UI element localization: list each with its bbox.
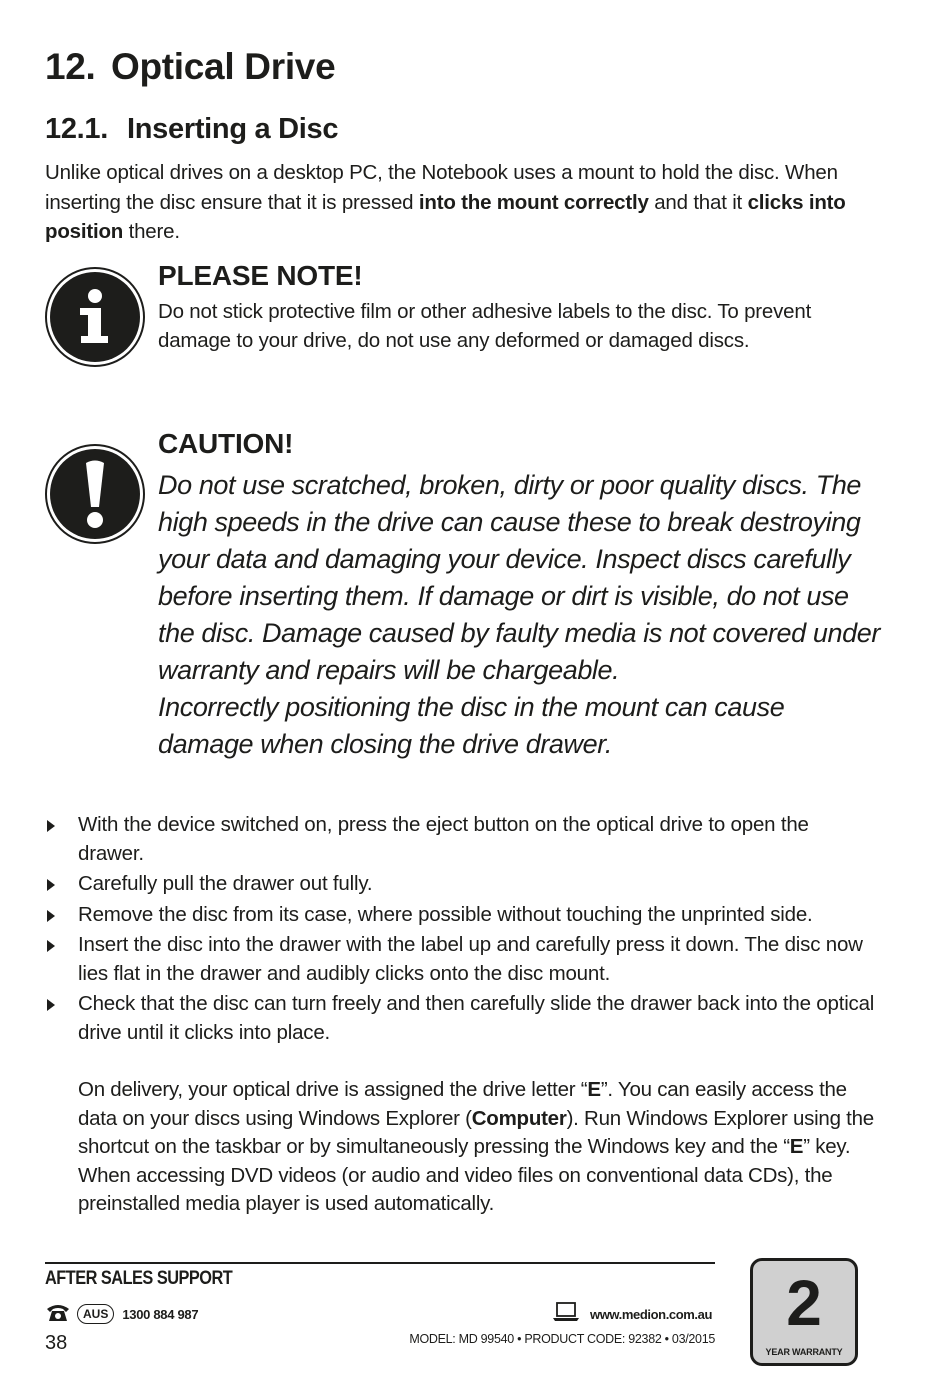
list-item: Remove the disc from its case, where possible without touching the unprinted side. — [45, 901, 875, 930]
bullet-arrow-icon — [47, 999, 55, 1011]
telephone-icon — [45, 1302, 71, 1327]
warranty-badge — [750, 1258, 858, 1366]
emphasis: E — [587, 1078, 601, 1101]
warranty-label: YEAR WARRANTY — [765, 1347, 843, 1357]
phone-number: 1300 884 987 — [122, 1306, 199, 1322]
bullet-arrow-icon — [47, 879, 55, 891]
emphasis: Computer — [471, 1106, 567, 1130]
note-text: Do not stick protective film or other adhesive labels to the disc. To prevent damage to your drive, do not use any deformed or damaged discs. — [158, 300, 812, 352]
support-title: AFTER SALES SUPPORT — [45, 1268, 233, 1289]
exclamation-icon — [44, 443, 146, 545]
caution-paragraph: Incorrectly positioning the disc in the mount can cause damage when closing the drive drawer. — [158, 692, 785, 759]
support-website — [552, 1301, 715, 1327]
intro-paragraph: Unlike optical drives on a desktop PC, the Notebook uses a mount to hold the disc. When inserting the disc ensure that it is pressed into the mount correctly and that it clicks into position there. — [45, 161, 846, 243]
section-heading — [45, 46, 335, 88]
website-link[interactable]: www.medion.com.au — [590, 1306, 713, 1322]
laptop-icon — [552, 1301, 580, 1328]
section-title: Optical Drive — [111, 46, 336, 87]
list-item: Check that the disc can turn freely and then carefully slide the drawer back into the optical drive until it clicks into place. — [45, 990, 875, 1047]
instruction-list — [45, 811, 875, 1049]
model-info: MODEL: MD 99540 • PRODUCT CODE: 92382 • 03/2015 — [409, 1332, 715, 1346]
list-item: Insert the disc into the drawer with the label up and carefully press it down. The disc now lies flat in the drawer and audibly clicks onto the disc mount. — [45, 931, 875, 988]
emphasis: E — [789, 1135, 804, 1158]
bullet-arrow-icon — [47, 910, 55, 922]
caution-title: CAUTION! — [158, 428, 294, 459]
bullet-arrow-icon — [47, 940, 55, 952]
page-number: 38 — [45, 1332, 68, 1354]
bullet-arrow-icon — [47, 820, 55, 832]
country-badge: AUS — [77, 1304, 114, 1324]
list-item: With the device switched on, press the eject button on the optical drive to open the drawer. — [45, 811, 875, 868]
caution-text — [158, 467, 883, 763]
emphasis: clicks into position — [45, 190, 846, 243]
warranty-years: 2 — [786, 1267, 822, 1339]
subsection-number: 12.1. — [45, 113, 108, 145]
subsection-title: Inserting a Disc — [127, 113, 339, 145]
list-item: Carefully pull the drawer out fully. — [45, 870, 875, 899]
section-number: 12. — [45, 46, 96, 87]
caution-paragraph: Do not use scratched, broken, dirty or poor quality discs. The high speeds in the drive can cause these to break destroying your data and damaging your device. Inspect discs carefully before inserting them. If damage or dirt is visible, do not use the disc. Damage caused by faulty media is not covered under warranty and repairs will be chargeable. — [158, 470, 880, 685]
note-title: PLEASE NOTE! — [158, 260, 363, 291]
info-icon — [44, 266, 146, 368]
emphasis: into the mount correctly — [418, 190, 649, 214]
support-phone — [45, 1301, 198, 1327]
subsection-heading — [45, 113, 338, 146]
footer-divider — [45, 1262, 715, 1264]
delivery-paragraph: On delivery, your optical drive is assigned the drive letter “E”. You can easily access the data on your discs using Windows Explorer (Computer). Run Windows Explorer using the shortcut on the taskbar or by simultaneously pressing the Windows key and the “E” key. When accessing DVD videos (or audio and video files on conventional data CDs), the preinstalled media player is used automatically. — [78, 1078, 874, 1215]
